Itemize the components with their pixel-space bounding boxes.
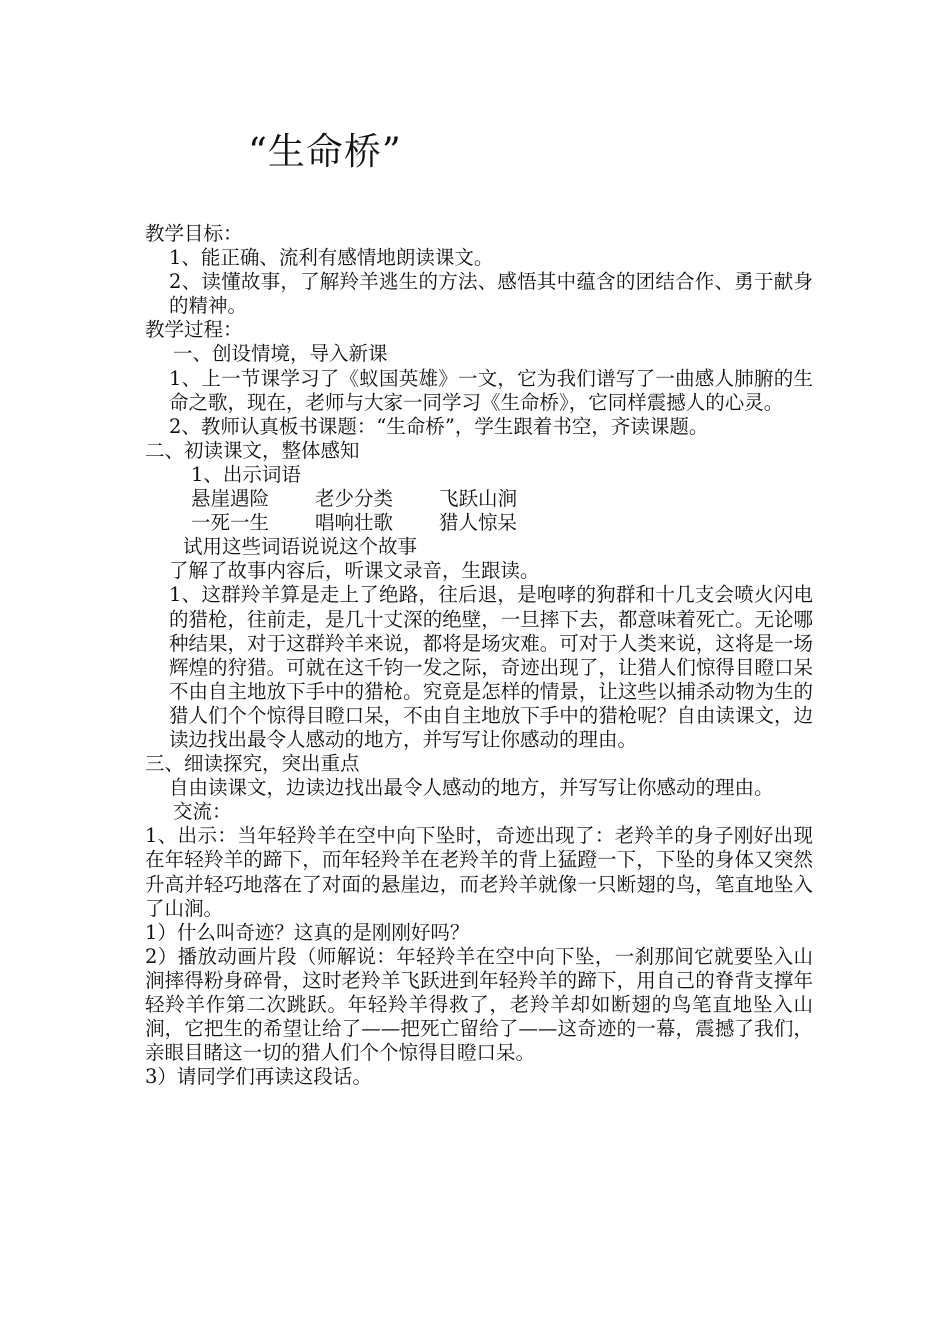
section-heading-2: 二、初读课文，整体感知 (145, 438, 360, 462)
goal-item-1: 1、能正确、流利有感情地朗读课文。 (169, 246, 494, 270)
vocab-word: 一死一生 (191, 511, 270, 535)
paragraph-story: 1、这群羚羊算是走上了绝路，往后退，是咆哮的狗群和十几支会喷火闪电的猎枪，往前走，是几十丈深的绝壁，一旦摔下去，都意味着死亡。无论哪种结果，对于这群羚羊来说，都将是场灾难。可对于人类来说，这将是一场辉煌的狩猎。可就在这千钧一发之际，奇迹出现了，让猎人们惊得目瞪口呆不由自主地放下手中的猎枪。究竟是怎样的情景，让这些以捕杀动物为生的猎人们个个惊得目瞪口呆，不由自主地放下手中的猎枪呢？自由读课文，边读边找出最令人感动的地方，并写写让你感动的理由。 (169, 583, 813, 751)
paragraph-intro-1: 1、上一节课学习了《蚁国英雄》一文，它为我们谱写了一曲感人肺腑的生命之歌，现在，老师与大家一同学习《生命桥》，它同样震撼人的心灵。 (169, 366, 813, 414)
heading-teaching-goals: 教学目标： (145, 222, 243, 245)
document-title: “生命桥” (248, 130, 402, 173)
vocab-row (145, 487, 813, 511)
vocab-word: 猎人惊呆 (439, 511, 518, 535)
section-heading-1: 一、创设情境，导入新课 (173, 342, 388, 366)
paragraph-intro-2: 2、教师认真板书课题：“生命桥”，学生跟着书空，齐读课题。 (169, 414, 709, 438)
paragraph-show: 1、出示：当年轻羚羊在空中向下坠时，奇迹出现了：老羚羊的身子刚好出现在年轻羚羊的蹄下，而年轻羚羊在老羚羊的背上猛蹬一下，下坠的身体又突然升高并轻巧地落在了对面的悬崖边，而老羚羊就像一只断翅的鸟，笔直地坠入了山涧。 (145, 824, 813, 920)
question-3: 3）请同学们再读这段话。 (145, 1065, 372, 1089)
vocab-row (145, 511, 813, 535)
goal-item-2: 2、读懂故事，了解羚羊逃生的方法、感悟其中蕴含的团结合作、勇于献身的精神。 (169, 270, 813, 318)
vocab-word: 飞跃山涧 (439, 487, 518, 511)
question-1: 1）什么叫奇迹？这真的是刚刚好吗？ (145, 920, 470, 944)
section-heading-3: 三、细读探究，突出重点 (145, 752, 360, 776)
document-body (145, 222, 813, 1089)
paragraph-free-read: 自由读课文，边读边找出最令人感动的地方，并写写让你感动的理由。 (169, 776, 774, 800)
vocab-word: 老少分类 (315, 487, 394, 511)
paragraph-listen: 了解了故事内容后，听课文录音，生跟读。 (169, 559, 540, 583)
heading-teaching-process: 教学过程： (145, 318, 243, 342)
vocab-heading: 1、出示词语 (191, 462, 301, 486)
paragraph-task: 试用这些词语说说这个故事 (183, 535, 418, 559)
question-2: 2）播放动画片段（师解说：年轻羚羊在空中向下坠，一刹那间它就要坠入山涧摔得粉身碎骨，这时老羚羊飞跃进到年轻羚羊的蹄下，用自己的脊背支撑年轻羚羊作第二次跳跃。年轻羚羊得救了，老羚羊却如断翅的鸟笔直地坠入山涧，它把生的希望让给了——把死亡留给了——这奇迹的一幕，震撼了我们，亲眼目睹这一切的猎人们个个惊得目瞪口呆。 (145, 944, 813, 1065)
vocab-word: 悬崖遇险 (191, 487, 270, 511)
paragraph-exchange: 交流： (173, 800, 232, 824)
vocab-word: 唱响壮歌 (315, 511, 394, 535)
